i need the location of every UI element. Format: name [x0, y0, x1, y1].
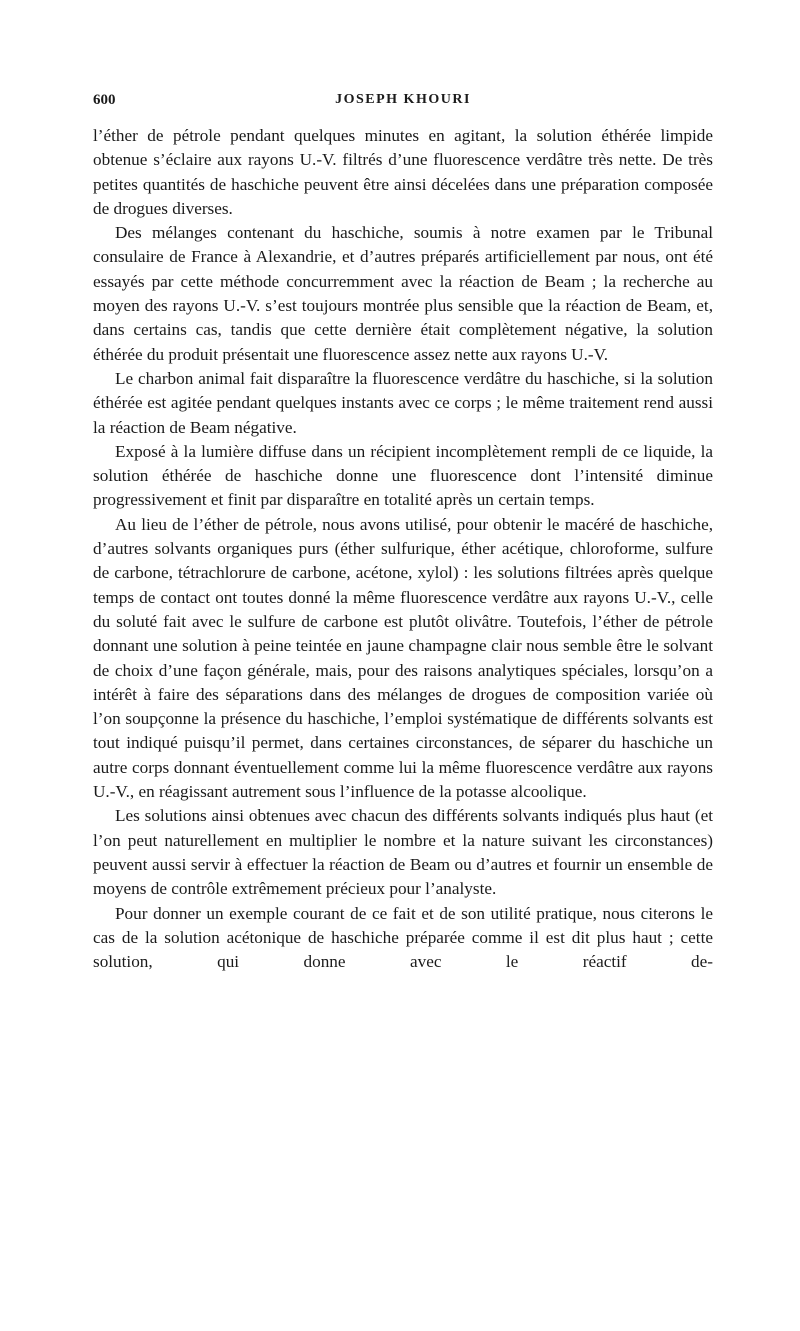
paragraph-5: Au lieu de l’éther de pétrole, nous avons utilisé, pour obtenir le macéré de haschiche, d’autres solvants organiques purs (éther sulfurique, éther acétique, chloroforme, sulfure de carbone, tétrachlorure de carbone, acétone, xylol) : les solutions filtrées après quelque temps de contact ont toutes donné la même fluorescence verdâtre aux rayons U.-V., celle du soluté fait avec le sulfure de carbone est plutôt olivâtre. Toutefois, l’éther de pétrole donnant une solution à peine teintée en jaune champagne clair nous semble être le solvant de choix d’une façon générale, mais, pour des raisons analytiques spéciales, lorsqu’on a intérêt à faire des séparations dans des mélanges de drogues de composition variée où l’on soupçonne la présence du haschiche, l’emploi systématique de différents solvants est tout indiqué puisqu’il permet, dans certaines circonstances, de séparer du haschiche un autre corps donnant éventuellement comme lui la même fluorescence verdâtre aux rayons U.-V., en réagissant autrement sous l’influence de la potasse alcoolique. — [93, 514, 713, 802]
paragraph-1: l’éther de pétrole pendant quelques minutes en agitant, la solution éthérée limpide obtenue s’éclaire aux rayons U.-V. filtrés d’une fluorescence verdâtre très nette. De très petites quantités de haschiche peuvent être ainsi décelées dans une préparation composée de drogues diverses. — [93, 126, 713, 218]
page-number: 600 — [93, 92, 116, 108]
page — [93, 92, 713, 974]
paragraph-6: Les solutions ainsi obtenues avec chacun des différents solvants indiqués plus haut (et l’on peut naturellement en multiplier le nombre et la nature suivant les circonstances) peuvent aussi servir à effectuer la réaction de Beam ou d’autres et fournir un ensemble de moyens de contrôle extrêmement précieux pour l’analyste. — [93, 806, 713, 899]
paragraph-7: Pour donner un exemple courant de ce fait et de son utilité pratique, nous citerons le cas de la solution acétonique de haschiche préparée comme il est dit plus haut ; cette solution, qui donne avec le réactif de- — [93, 903, 713, 972]
paragraph-2: Des mélanges contenant du haschiche, soumis à notre examen par le Tribunal consulaire de France à Alexandrie, et d’autres préparés artificiellement par nous, ont été essayés par cette méthode concurremment avec la réaction de Beam ; la recherche au moyen des rayons U.-V. s’est toujours montrée plus sensible que la réaction de Beam, et, dans certains cas, tandis que cette dernière était complètement négative, la solution éthérée du produit présentait une fluorescence assez nette aux rayons U.-V. — [93, 223, 713, 364]
paragraph-3: Le charbon animal fait disparaître la fluorescence verdâtre du haschiche, si la solution éthérée est agitée pendant quelques instants avec ce corps ; le même traitement rend aussi la réaction de Beam négative. — [93, 368, 713, 437]
running-head — [93, 92, 713, 114]
paragraph-4: Exposé à la lumière diffuse dans un récipient incomplètement rempli de ce liquide, la solution éthérée de haschiche donne une fluorescence dont l’intensité diminue progressivement et finit par disparaître en totalité après un certain temps. — [93, 441, 713, 510]
running-head-author: JOSEPH KHOURI — [335, 92, 471, 107]
body-text — [93, 124, 713, 974]
